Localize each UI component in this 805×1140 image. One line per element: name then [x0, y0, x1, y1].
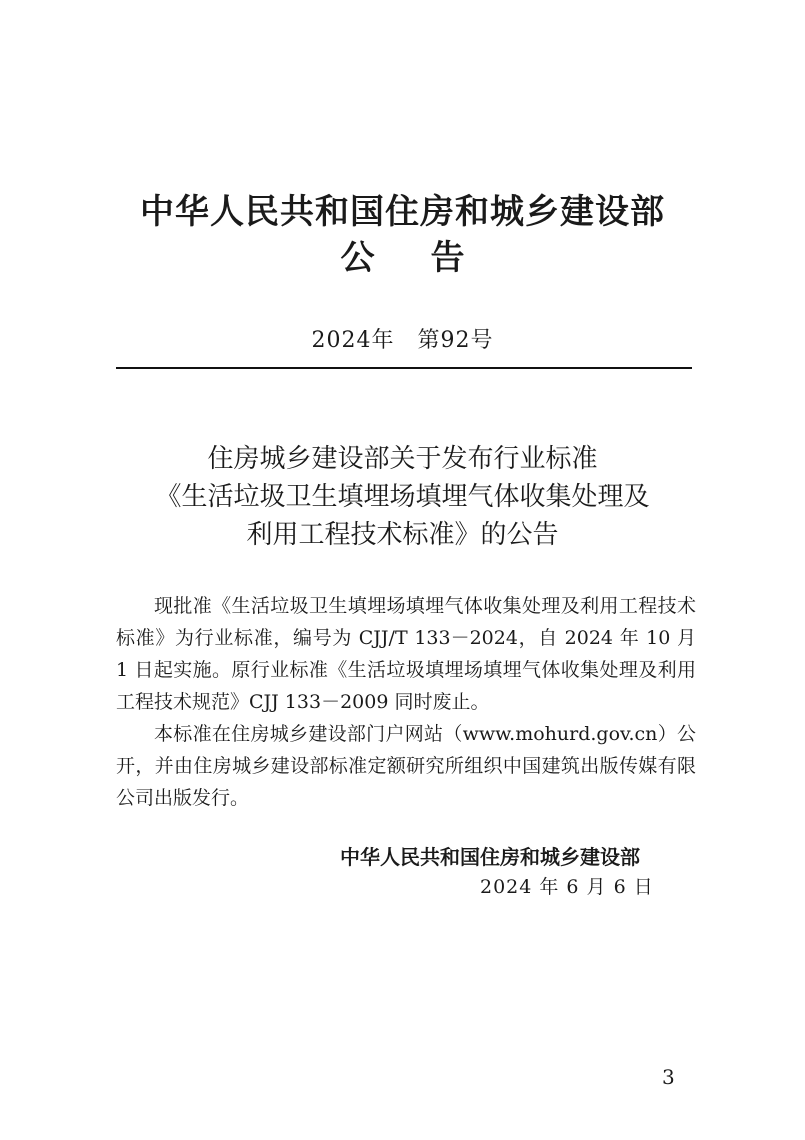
document-number: 2024年 第92号	[311, 328, 494, 353]
document-title	[0, 440, 805, 554]
document-body	[116, 590, 696, 814]
signature-date: 2024 年 6 月 6 日	[480, 876, 654, 898]
body-paragraph-2: 本标准在住房城乡建设部门户网站（www.mohurd.gov.cn）公开，并由住房城乡建设部标准定额研究所组织中国建筑出版传媒有限公司出版发行。	[116, 723, 696, 809]
title-line-1: 住房城乡建设部关于发布行业标准	[207, 444, 598, 474]
title-line-3: 利用工程技术标准》的公告	[246, 520, 559, 550]
title-line-2: 《生活垃圾卫生填埋场填埋气体收集处理及	[155, 482, 650, 512]
announcement-heading: 公告	[340, 238, 521, 278]
page-number: 3	[662, 1065, 675, 1089]
header-divider	[116, 367, 692, 369]
body-paragraph-1: 现批准《生活垃圾卫生填埋场填埋气体收集处理及利用工程技术标准》为行业标准，编号为 CJJ/T 133－2024，自 2024 年 10 月 1 日起实施。原行业标准《生活垃圾填埋场填埋气体收集处理及利用工程技术规范》CJJ 133－2009 同时废止。	[116, 595, 696, 713]
signature-organization: 中华人民共和国住房和城乡建设部	[340, 845, 640, 869]
issuing-organization: 中华人民共和国住房和城乡建设部	[140, 192, 665, 232]
